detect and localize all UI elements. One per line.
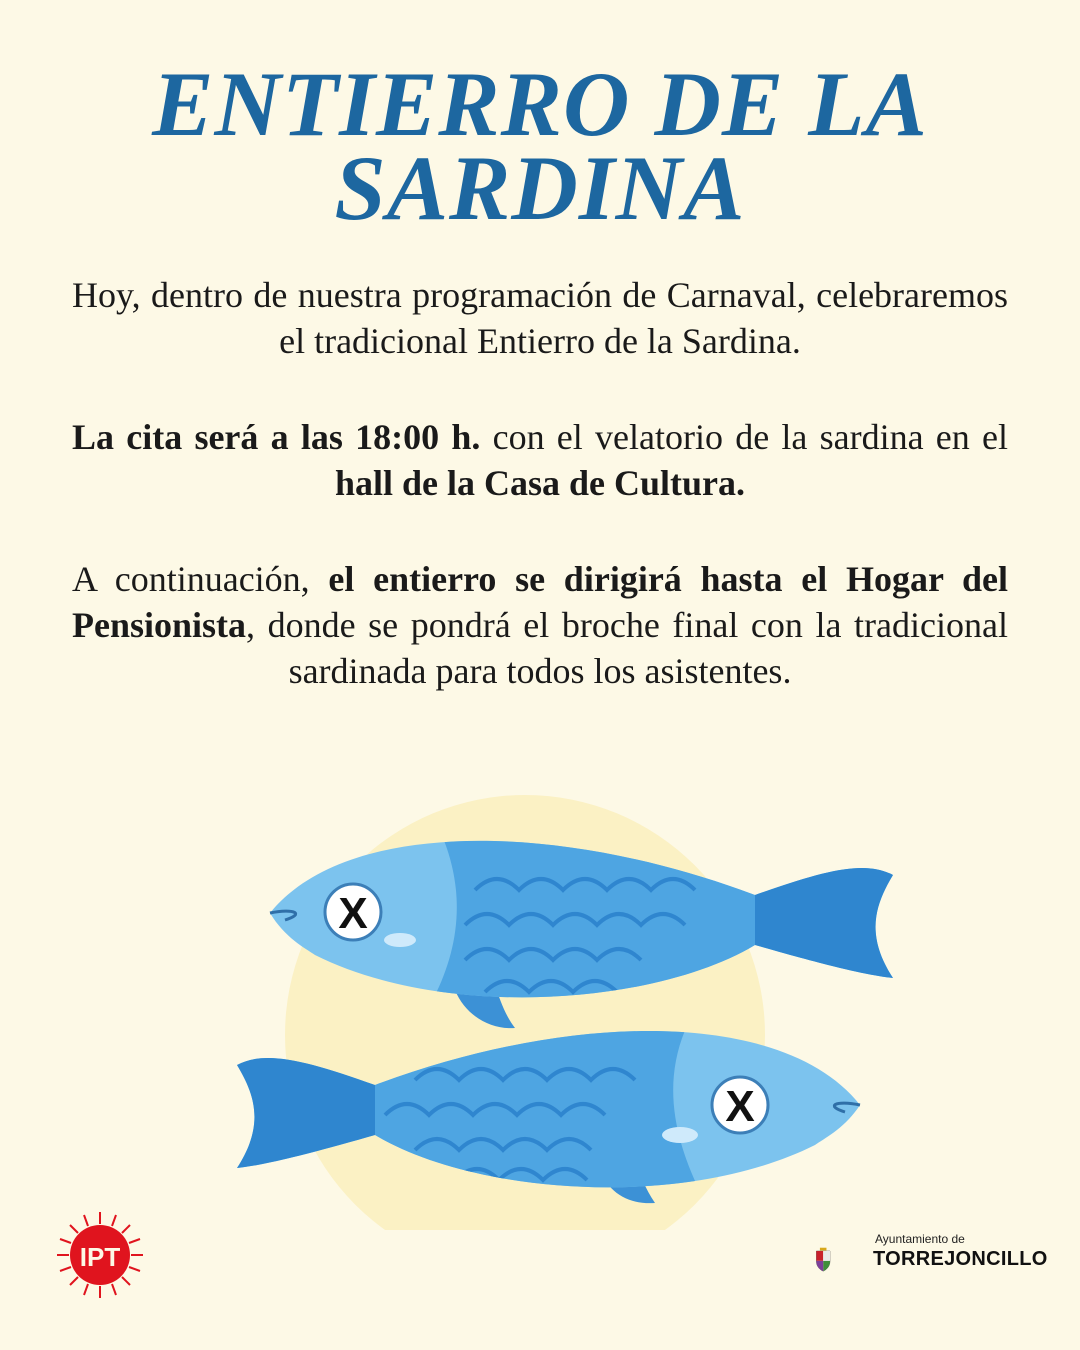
fish-2-eye-mark: X — [725, 1082, 755, 1131]
title-line-2: SARDINA — [334, 137, 746, 239]
meeting-place: hall de la Casa de Cultura. — [334, 463, 746, 503]
route-text: , donde se pondrá el broche final con la tradicional sardinada para todos los asistentes. — [246, 605, 1008, 691]
ipt-logo-text: IPT — [79, 1242, 121, 1272]
meeting-paragraph — [72, 414, 1008, 506]
ipt-logo — [55, 1210, 145, 1300]
torrejoncillo-shield-icon — [815, 1215, 875, 1305]
fish-1-eye-mark: X — [338, 889, 368, 938]
route-destination: el entierro se dirigirá hasta el Hogar del Pensionista — [72, 559, 1009, 645]
intro-text: Hoy, dentro de nuestra programación de Carnaval, celebraremos el tradicional Entierro de la Sardina. — [72, 275, 1008, 361]
route-paragraph — [72, 556, 1008, 694]
town-hall-label: Ayuntamiento de — [875, 1232, 965, 1246]
intro-paragraph — [72, 272, 1008, 364]
page-title — [40, 53, 1040, 239]
sardines-illustration — [225, 780, 905, 1230]
route-intro: A continuación, — [72, 559, 329, 599]
meeting-time: La cita será a las 18:00 h. — [72, 417, 481, 457]
title-line-1: ENTIERRO DE LA — [152, 53, 928, 155]
town-name: TORREJONCILLO — [873, 1248, 1048, 1270]
meeting-text: con el velatorio de la sardina en el — [480, 417, 1008, 457]
